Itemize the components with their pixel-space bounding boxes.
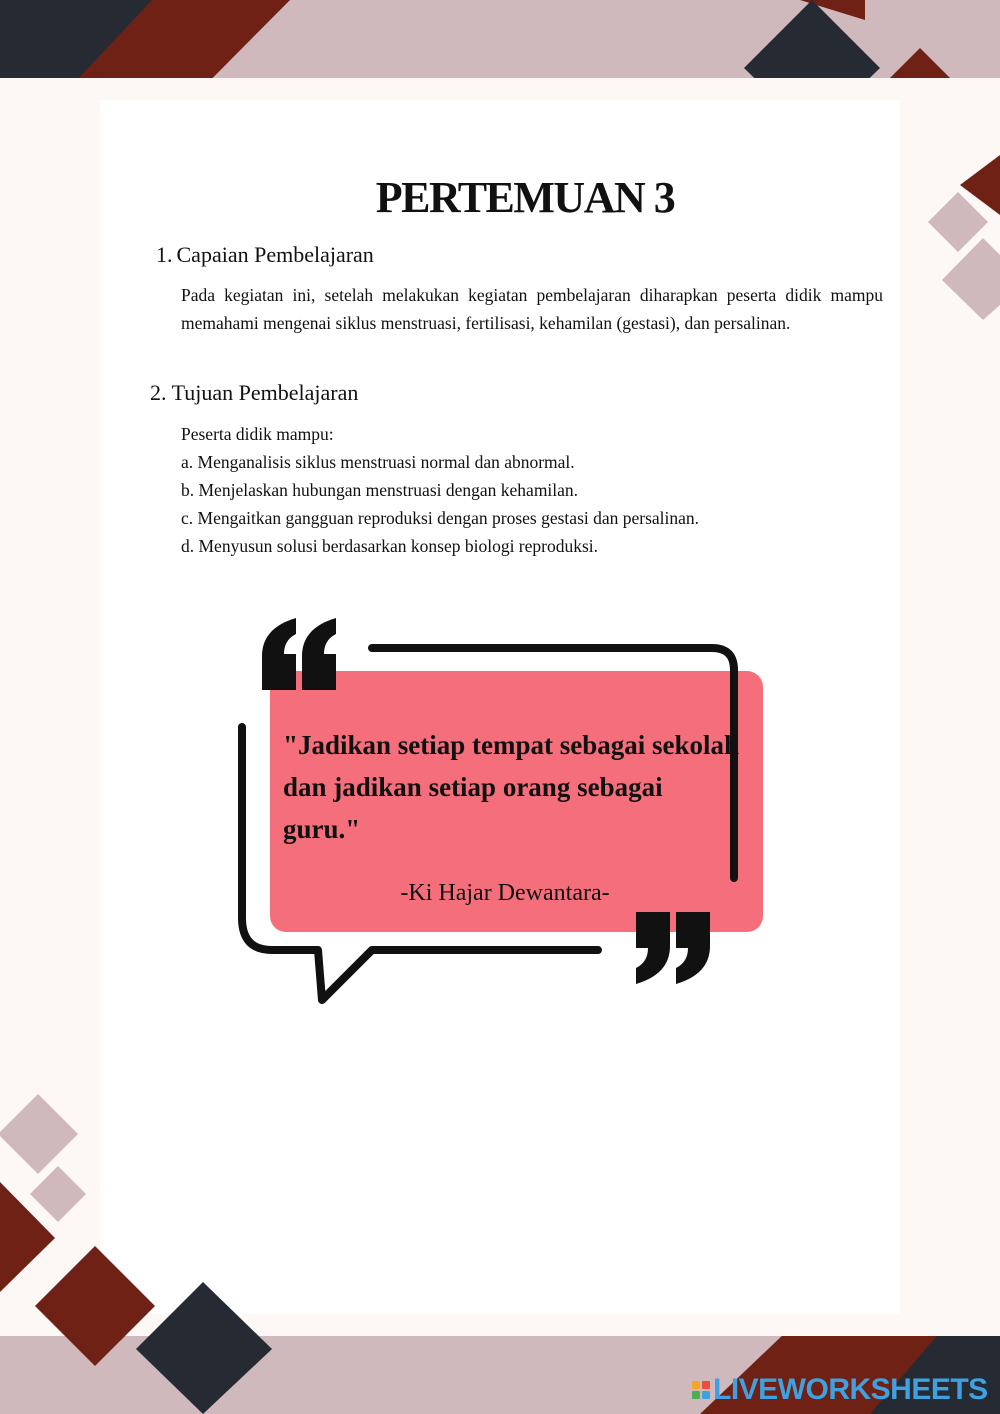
- left-mauve-diamond: [0, 1094, 78, 1174]
- liveworksheets-watermark: [692, 1372, 988, 1408]
- list-item: c. Mengaitkan gangguan reproduksi dengan proses gestasi dan persalinan.: [181, 508, 700, 528]
- section-2-title: Tujuan Pembelajaran: [171, 380, 359, 405]
- liveworksheets-logo-icon: [692, 1381, 710, 1399]
- list-item: d. Menyusun solusi berdasarkan konsep biologi reproduksi.: [181, 536, 599, 556]
- section-1-heading: [156, 242, 374, 268]
- list-item: b. Menjelaskan hubungan menstruasi dengan kehamilan.: [181, 480, 579, 500]
- page-title: PERTEMUAN 3: [375, 173, 675, 222]
- objectives-intro: Peserta didik mampu:: [181, 424, 334, 444]
- section-1-body: Pada kegiatan ini, setelah melakukan kegiatan pembelajaran diharapkan peserta didik mampu memahami mengenai siklus menstruasi, fertilisasi, kehamilan (gestasi), dan persalinan.: [181, 285, 883, 333]
- section-2-heading: [150, 380, 358, 406]
- quote-text: "Jadikan setiap tempat sebagai sekolah dan jadikan setiap orang sebagai guru.": [283, 730, 740, 844]
- list-item: a. Menganalisis siklus menstruasi normal dan abnormal.: [181, 452, 575, 472]
- quote-author: -Ki Hajar Dewantara-: [400, 880, 610, 906]
- objectives-list: [181, 420, 883, 560]
- watermark-text: LIVEWORKSHEETS: [713, 1373, 988, 1406]
- bottom-dark-diamond: [136, 1282, 272, 1414]
- section-1-number: 1.: [156, 242, 173, 267]
- right-mauve-diamond: [942, 238, 1000, 320]
- section-2-number: 2.: [150, 380, 167, 405]
- left-small-mauve-diamond: [30, 1166, 86, 1222]
- section-1-title: Capaian Pembelajaran: [176, 242, 374, 267]
